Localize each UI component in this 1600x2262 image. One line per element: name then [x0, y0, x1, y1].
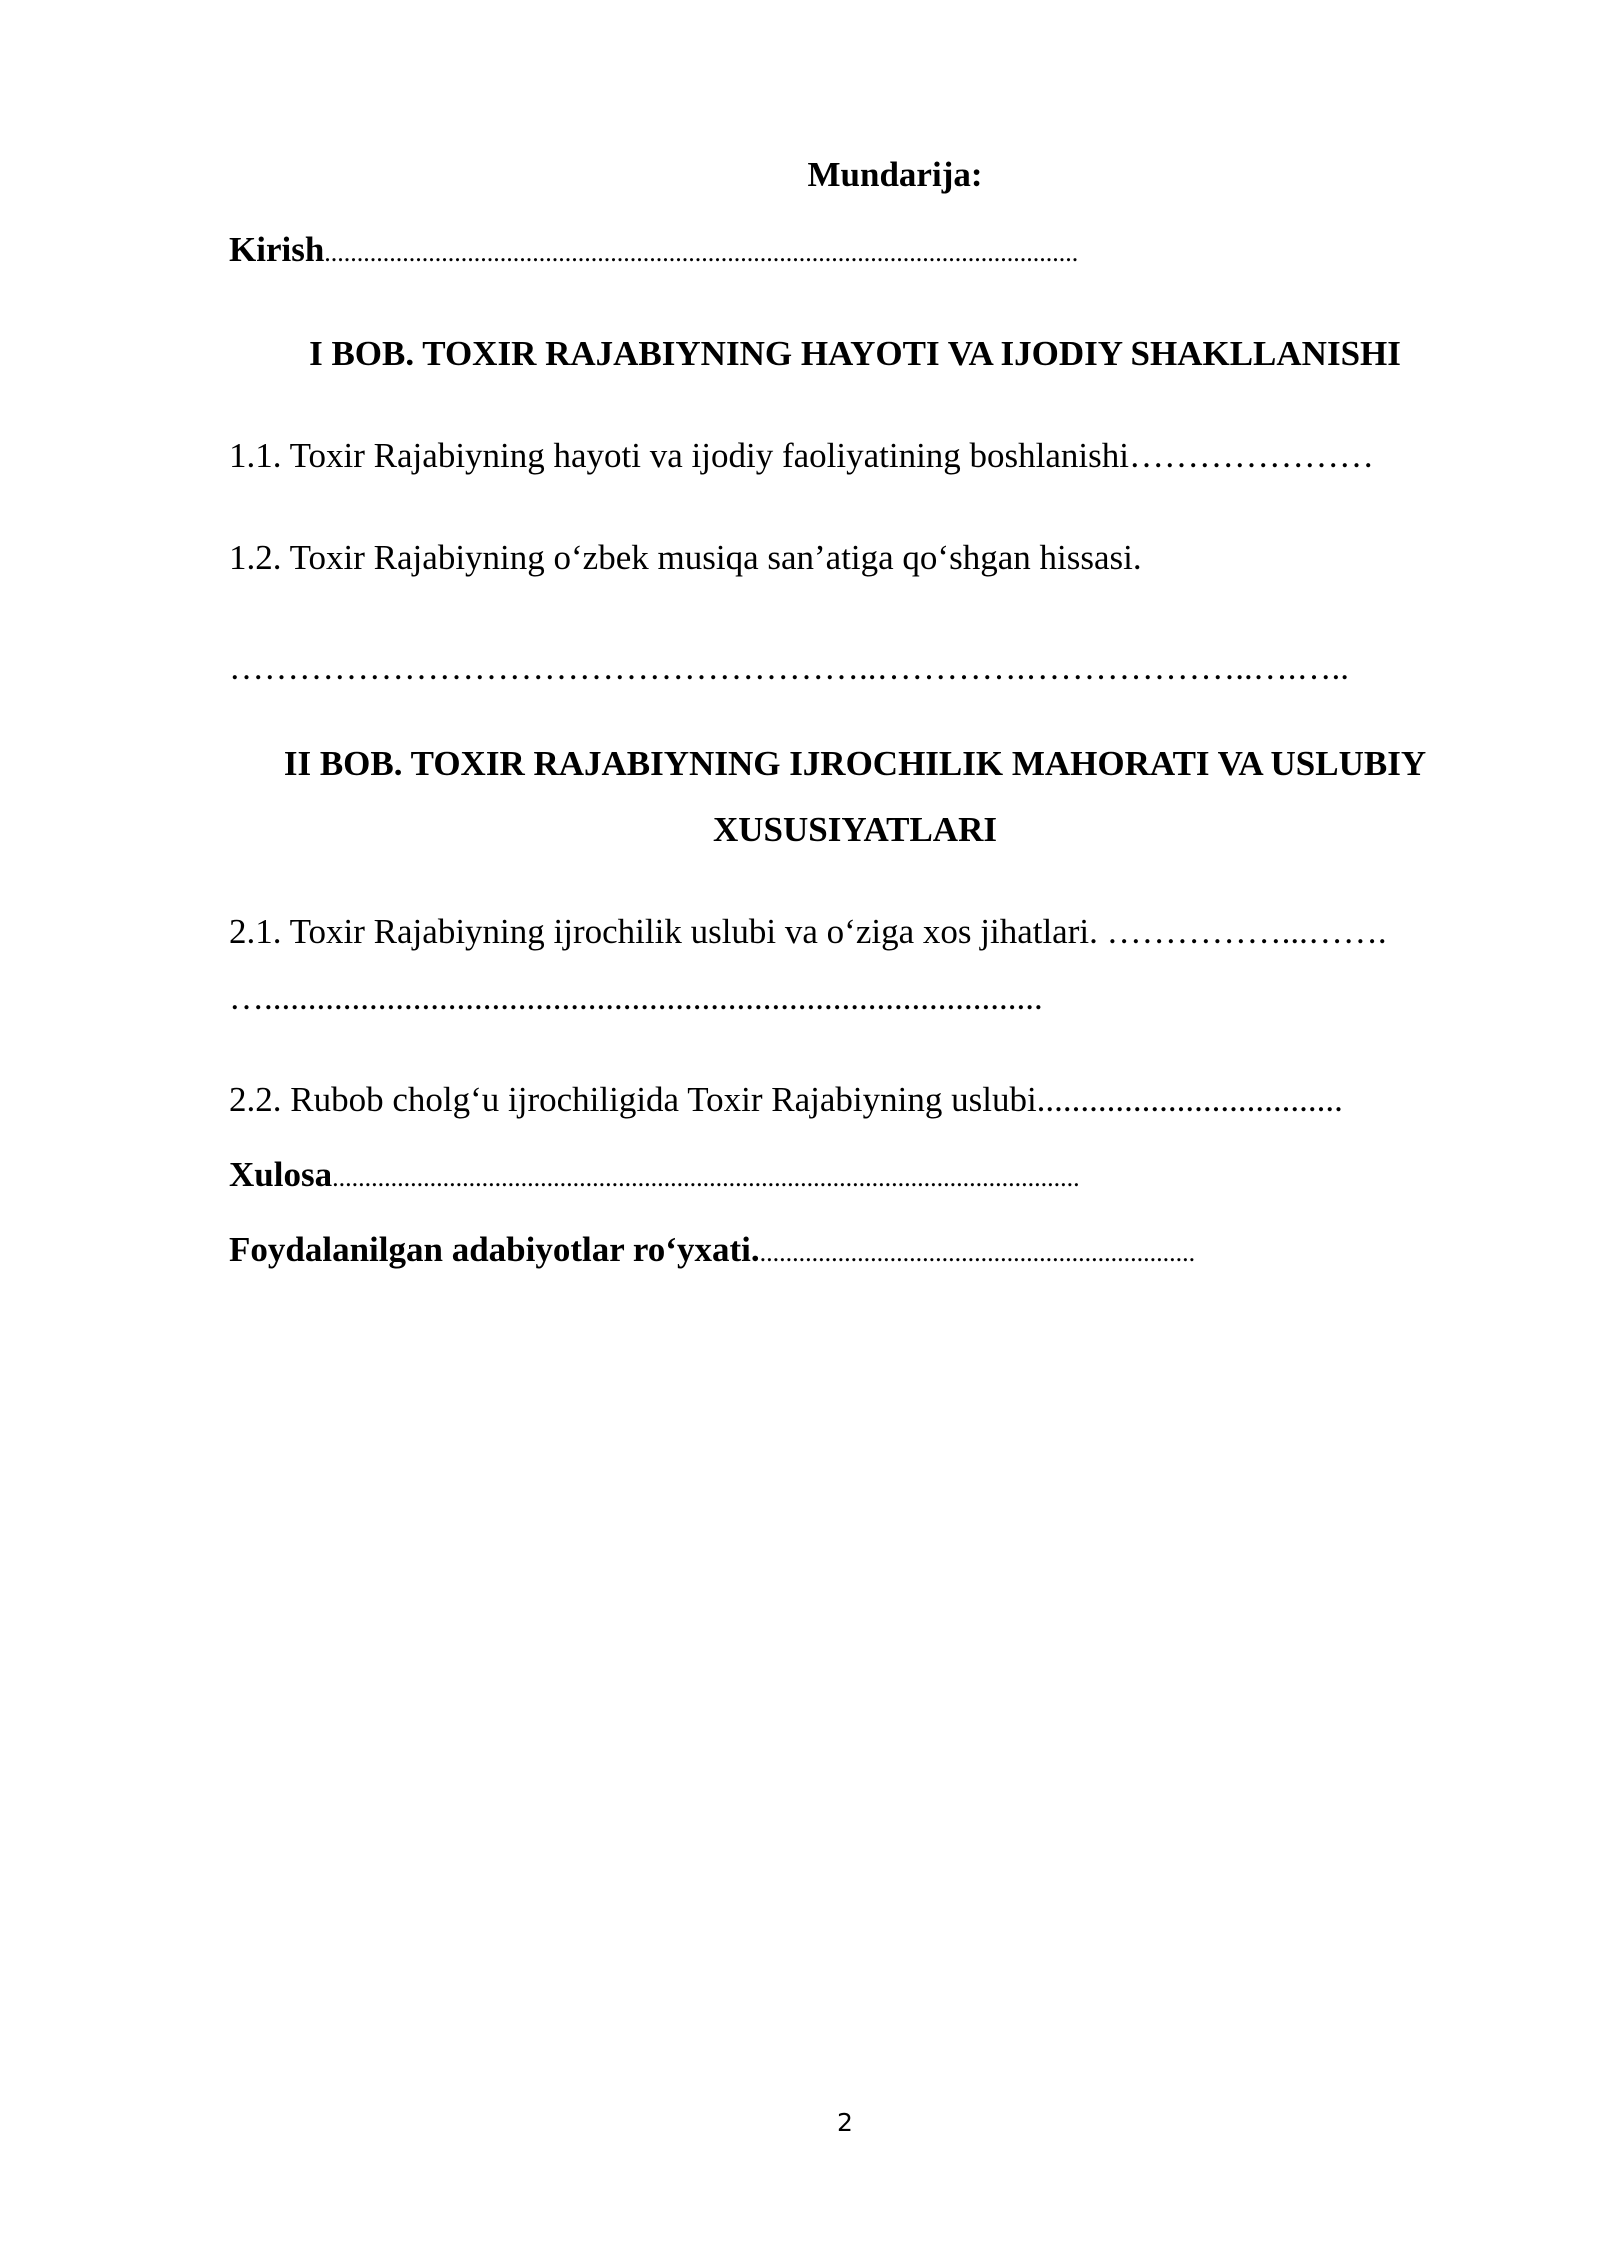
toc-entry-intro-label: Kirish: [229, 230, 325, 269]
toc-entry-conclusion-label: Xulosa: [229, 1155, 333, 1194]
toc-entry-references-leader: ...................................................................: [759, 1238, 1196, 1267]
toc-entry-intro: [229, 230, 1078, 273]
page-number: 2: [837, 2108, 853, 2137]
toc-entry-1-2: 1.2. Toxir Rajabiyning o‘zbek musiqa san’atiga qo‘shgan hissasi.: [229, 538, 1142, 577]
toc-entry-2-1: 2.1. Toxir Rajabiyning ijrochilik uslubi va o‘ziga xos jihatlari. ……………...…….: [229, 912, 1387, 951]
toc-entry-intro-leader: ....................................................................................................................: [324, 238, 1079, 267]
toc-chapter-2-line-2: XUSUSIYATLARI: [713, 810, 997, 849]
toc-title: Mundarija:: [807, 155, 983, 194]
toc-entry-conclusion: [229, 1155, 1080, 1198]
toc-chapter-1: I BOB. TOXIR RAJABIYNING HAYOTI VA IJODIY SHAKLLANISHI: [309, 334, 1401, 373]
toc-entry-1-1: 1.1. Toxir Rajabiyning hayoti va ijodiy faoliyatining boshlanishi…………………: [229, 436, 1375, 475]
toc-entry-2-2: 2.2. Rubob cholg‘u ijrochiligida Toxir Rajabiyning uslubi...................................: [229, 1080, 1343, 1119]
toc-entry-1-2-leader: ………………………………………………..………….………………..….…..: [229, 648, 1349, 687]
toc-entry-conclusion-leader: ...................................................................................................................: [332, 1163, 1080, 1192]
toc-chapter-2-line-1: II BOB. TOXIR RAJABIYNING IJROCHILIK MAHORATI VA USLUBIY: [283, 744, 1427, 783]
toc-entry-references: [229, 1230, 1195, 1273]
toc-entry-2-1-leader: ….........................................................................................: [229, 978, 1043, 1017]
toc-entry-references-label: Foydalanilgan adabiyotlar ro‘yxati.: [229, 1230, 760, 1269]
